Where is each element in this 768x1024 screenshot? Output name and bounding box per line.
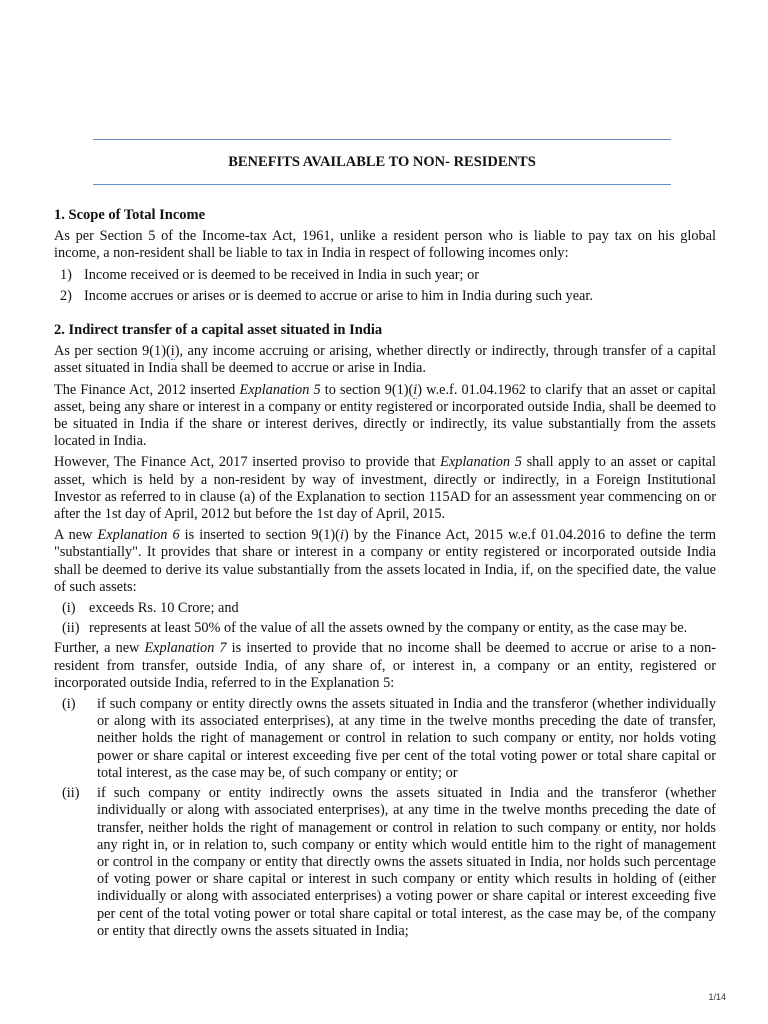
text-run: ) w.e.f. 01.04.1962 to clarify that an asset or capital asset, being any share or interest in a company or entity registered or incorporated outside India, shall be deemed to be situated in India if the share or interest derives, directly or indirectly, its value substantially from the assets located in India. <box>54 381 717 450</box>
text-run: However, The Finance Act, 2017 inserted proviso to provide that <box>54 454 441 471</box>
page-number: 1/14 <box>708 992 726 1002</box>
text-run: is inserted to provide that no income shall be deemed to accrue or arise to a non-resident from transfer, outside India, of any share of, or interest in, a company or an entity, registered or incorporated outside India, referred to in the Explanation 5: <box>54 640 716 691</box>
emphasis: Explanation 5 <box>239 381 321 398</box>
section-2-heading: 2. Indirect transfer of a capital asset situated in India <box>54 322 383 339</box>
title-top-rule <box>93 139 671 140</box>
text-run: ), any income accruing or arising, whether directly or indirectly, through transfer of a capital asset situated in India shall be deemed to accrue or arise in India. <box>54 343 716 377</box>
list-item-text: Income accrues or arises or is deemed to accrue or arise to him in India during such year. <box>84 287 593 304</box>
list-item <box>54 267 716 284</box>
list-marker: 1) <box>60 266 72 283</box>
section-1-heading: 1. Scope of Total Income <box>54 207 206 223</box>
section-2-paragraph-3 <box>54 454 716 523</box>
list-item <box>54 620 716 637</box>
text-run: to section 9(1)( <box>320 381 414 398</box>
document-body <box>54 207 716 943</box>
list-item-text: Income received or is deemed to be received in India in such year; or <box>84 266 479 283</box>
document-title: BENEFITS AVAILABLE TO NON- RESIDENTS <box>228 154 536 170</box>
list-marker: (i) <box>62 600 76 617</box>
section-2-paragraph-5 <box>54 640 716 692</box>
list-item-text: if such company or entity indirectly owns the assets situated in India and the transferor (whether individually or along with associated enterprises), at any time in the twelve months preceding the date of transfer, neither holds the right of management or control in relation to such company or entity, nor holds any right in, or in relation to, such company or entity which would entitle him to the right of management or control in the company or entity that directly owns the assets situated in India, nor holds such percentage of voting power or share capital or interest in such company or entity which results in holding of (either individually or along with associated enterprises) a voting power or share capital or interest exceeding five per cent of the total voting power or total share capital or total interest, as the case may be, of the company or entity that directly owns the assets situated in India; <box>97 785 716 939</box>
list-item-text: if such company or entity directly owns the assets situated in India and the transferor (whether individually or along with its associated enterprises), at any time in the twelve months preceding the date of transfer, neither holds the right of management or control in relation to such company or entity, nor holds voting power or share capital or interest exceeding five per cent of the total voting power or total share capital or total interest, as the case may be, of such company or entity; or <box>97 696 716 781</box>
list-marker: (ii) <box>62 620 80 637</box>
title-bottom-rule <box>93 184 671 185</box>
emphasis: Explanation 5 <box>440 454 522 471</box>
substantially-conditions-list <box>54 600 716 637</box>
text-run: Further, a new <box>54 640 145 657</box>
list-item <box>54 696 716 782</box>
explanation-7-conditions-list <box>54 696 716 940</box>
list-marker: (ii) <box>62 785 80 802</box>
section-1-paragraph: As per Section 5 of the Income-tax Act, 1961, unlike a resident person who is liable to pay tax on his global income, a non-resident shall be liable to tax in India in respect of following incomes only: <box>54 228 716 262</box>
list-item-text: exceeds Rs. 10 Crore; and <box>89 600 239 617</box>
emphasis: Explanation 7 <box>144 640 227 657</box>
section-2-paragraph-2 <box>54 382 716 451</box>
list-item <box>54 288 716 305</box>
text-run: is inserted to section 9(1)( <box>179 527 340 544</box>
list-marker: (i) <box>62 696 76 713</box>
text-run: A new <box>54 527 98 544</box>
section-1-list <box>54 267 716 305</box>
list-item <box>54 600 716 617</box>
section-link[interactable]: i <box>170 343 175 360</box>
section-link[interactable]: i <box>413 381 418 398</box>
list-item-text: represents at least 50% of the value of all the assets owned by the company or entity, as the case may be. <box>89 620 688 637</box>
text-run: shall apply to an asset or capital asset, which is held by a non-resident by way of investment, directly or indirectly, in a Foreign Institutional Investor as referred to in clause (a) of the Explanation to section 115AD for an assessment year commencing on or after the 1st day of April, 2012 but before the 1st day of April, 2015. <box>54 454 716 523</box>
list-item <box>54 785 716 940</box>
text-run: As per section 9(1)( <box>54 343 171 360</box>
text-run: ) by the Finance Act, 2015 w.e.f 01.04.2016 to define the term "substantially". It provides that share or interest in a company or entity registered or incorporated outside India shall be deemed to derive its value substantially from the assets located in India, if, on the specified date, the value of such assets: <box>54 527 716 595</box>
text-run: The Finance Act, 2012 inserted <box>54 381 240 398</box>
emphasis: i <box>339 527 344 544</box>
list-marker: 2) <box>60 287 72 304</box>
section-2-paragraph-4 <box>54 527 716 596</box>
emphasis: Explanation 6 <box>97 527 180 544</box>
section-2-paragraph-1 <box>54 343 716 377</box>
